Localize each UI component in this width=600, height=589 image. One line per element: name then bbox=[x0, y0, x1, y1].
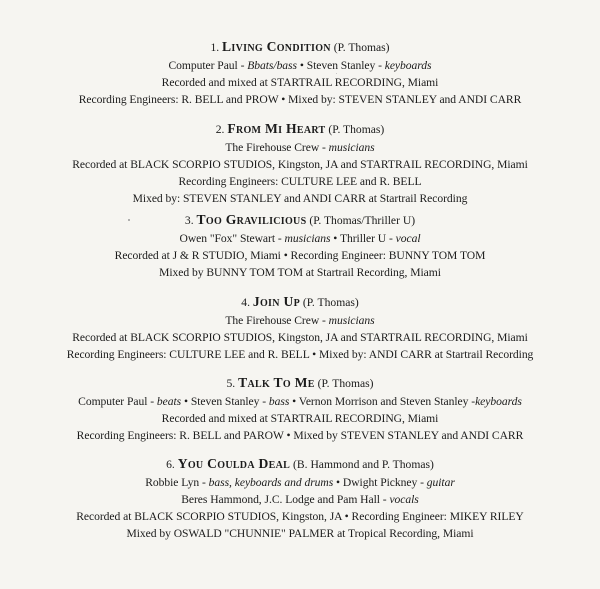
print-speck bbox=[336, 73, 337, 74]
credit-text: Recorded at J & R STUDIO, Miami • Recording Engineer: BUNNY TOM TOM bbox=[114, 249, 486, 262]
credit-text: Mixed by OSWALD "CHUNNIE" PALMER at Tropical Recording, Miami bbox=[126, 527, 474, 540]
credit-text: Beres Hammond, J.C. Lodge and Pam Hall - bbox=[181, 493, 390, 506]
credit-line bbox=[0, 508, 600, 525]
role-text: guitar bbox=[426, 476, 455, 489]
songwriter-credit: (P. Thomas/Thriller U) bbox=[309, 214, 416, 227]
credit-line bbox=[0, 57, 600, 74]
credit-text: • Steven Stanley - bbox=[181, 395, 269, 408]
role-text: Bbats/bass bbox=[247, 59, 297, 72]
track-title: Join Up bbox=[252, 294, 300, 309]
credit-line bbox=[0, 139, 600, 156]
track-title: You Coulda Deal bbox=[177, 456, 291, 471]
credit-text: Computer Paul - bbox=[78, 395, 157, 408]
role-text: bass, keyboards and drums bbox=[208, 476, 334, 489]
credit-line bbox=[0, 156, 600, 173]
credit-line bbox=[0, 393, 600, 410]
credit-text: Robbie Lyn - bbox=[145, 476, 209, 489]
track-number: 4. bbox=[241, 296, 250, 309]
credit-text: Owen "Fox" Stewart - bbox=[179, 232, 285, 245]
track-heading bbox=[0, 119, 600, 139]
credit-text: Recording Engineers: R. BELL and PROW • Mixed by: STEVEN STANLEY and ANDI CARR bbox=[78, 93, 522, 106]
track-number: 5. bbox=[226, 377, 236, 390]
credit-line bbox=[0, 410, 600, 427]
credit-line bbox=[0, 427, 600, 444]
credit-text: Recording Engineers: R. BELL and PAROW • Mixed by STEVEN STANLEY and ANDI CARR bbox=[76, 429, 524, 442]
credit-text: The Firehouse Crew - bbox=[225, 314, 329, 327]
credit-text: Mixed by: STEVEN STANLEY and ANDI CARR at Startrail Recording bbox=[132, 192, 468, 205]
role-text: keyboards bbox=[384, 59, 432, 72]
credit-line bbox=[0, 329, 600, 346]
credit-line bbox=[0, 190, 600, 207]
credit-line bbox=[0, 491, 600, 508]
role-text: vocals bbox=[389, 493, 419, 506]
credit-text: Recorded at BLACK SCORPIO STUDIOS, Kingston, JA and STARTRAIL RECORDING, Miami bbox=[72, 158, 528, 171]
track-title: Living Condition bbox=[222, 39, 331, 54]
track-2 bbox=[0, 119, 600, 207]
credit-text: Computer Paul - bbox=[168, 59, 248, 72]
track-4 bbox=[0, 292, 600, 363]
role-text: bass bbox=[268, 395, 290, 408]
credit-text: • Dwight Pickney - bbox=[333, 476, 427, 489]
role-text: musicians bbox=[328, 314, 375, 327]
songwriter-credit: (P. Thomas) bbox=[302, 296, 359, 309]
credit-text: • Thriller U - bbox=[330, 232, 396, 245]
credit-text: Recorded and mixed at STARTRAIL RECORDING, Miami bbox=[161, 76, 439, 89]
role-text: musicians bbox=[328, 141, 375, 154]
songwriter-credit: (B. Hammond and P. Thomas) bbox=[293, 458, 434, 471]
credit-text: Recorded and mixed at STARTRAIL RECORDING, Miami bbox=[161, 412, 439, 425]
credit-text: Recorded at BLACK SCORPIO STUDIOS, Kingston, JA and STARTRAIL RECORDING, Miami bbox=[72, 331, 528, 344]
songwriter-credit: (P. Thomas) bbox=[333, 41, 390, 54]
credit-text: • Vernon Morrison and Steven Stanley - bbox=[289, 395, 476, 408]
role-text: vocal bbox=[395, 232, 421, 245]
track-number: 3. bbox=[184, 214, 194, 227]
track-heading bbox=[0, 292, 600, 312]
credit-line bbox=[0, 247, 600, 264]
credit-line bbox=[0, 230, 600, 247]
credit-text: Recording Engineers: CULTURE LEE and R. BELL bbox=[178, 175, 422, 188]
credit-text: Mixed by BUNNY TOM TOM at Startrail Recording, Miami bbox=[159, 266, 441, 279]
track-title: Too Gravilicious bbox=[196, 212, 307, 227]
print-speck bbox=[128, 219, 130, 221]
credit-line bbox=[0, 525, 600, 542]
track-5 bbox=[0, 373, 600, 444]
track-1 bbox=[0, 37, 600, 108]
role-text: keyboards bbox=[475, 395, 522, 408]
role-text: musicians bbox=[284, 232, 331, 245]
track-title: From Mi Heart bbox=[227, 121, 326, 136]
track-heading bbox=[0, 37, 600, 57]
track-6 bbox=[0, 454, 600, 542]
songwriter-credit: (P. Thomas) bbox=[317, 377, 374, 390]
credit-line bbox=[0, 91, 600, 108]
track-3 bbox=[0, 210, 600, 281]
track-number: 1. bbox=[210, 41, 220, 54]
credit-line bbox=[0, 346, 600, 363]
credit-text: Recorded at BLACK SCORPIO STUDIOS, Kingston, JA • Recording Engineer: MIKEY RILEY bbox=[76, 510, 524, 523]
credit-text: Recording Engineers: CULTURE LEE and R. BELL • Mixed by: ANDI CARR at Startrail Recording bbox=[66, 348, 534, 361]
credit-line bbox=[0, 74, 600, 91]
credit-line bbox=[0, 312, 600, 329]
track-heading bbox=[0, 373, 600, 393]
credit-text: • Steven Stanley - bbox=[296, 59, 385, 72]
credit-line bbox=[0, 264, 600, 281]
credit-text: The Firehouse Crew - bbox=[225, 141, 329, 154]
track-number: 2. bbox=[215, 123, 225, 136]
songwriter-credit: (P. Thomas) bbox=[328, 123, 385, 136]
credit-line bbox=[0, 173, 600, 190]
track-title: Talk To Me bbox=[238, 375, 315, 390]
track-heading bbox=[0, 210, 600, 230]
track-number: 6. bbox=[166, 458, 175, 471]
credit-line bbox=[0, 474, 600, 491]
role-text: beats bbox=[156, 395, 182, 408]
track-heading bbox=[0, 454, 600, 474]
